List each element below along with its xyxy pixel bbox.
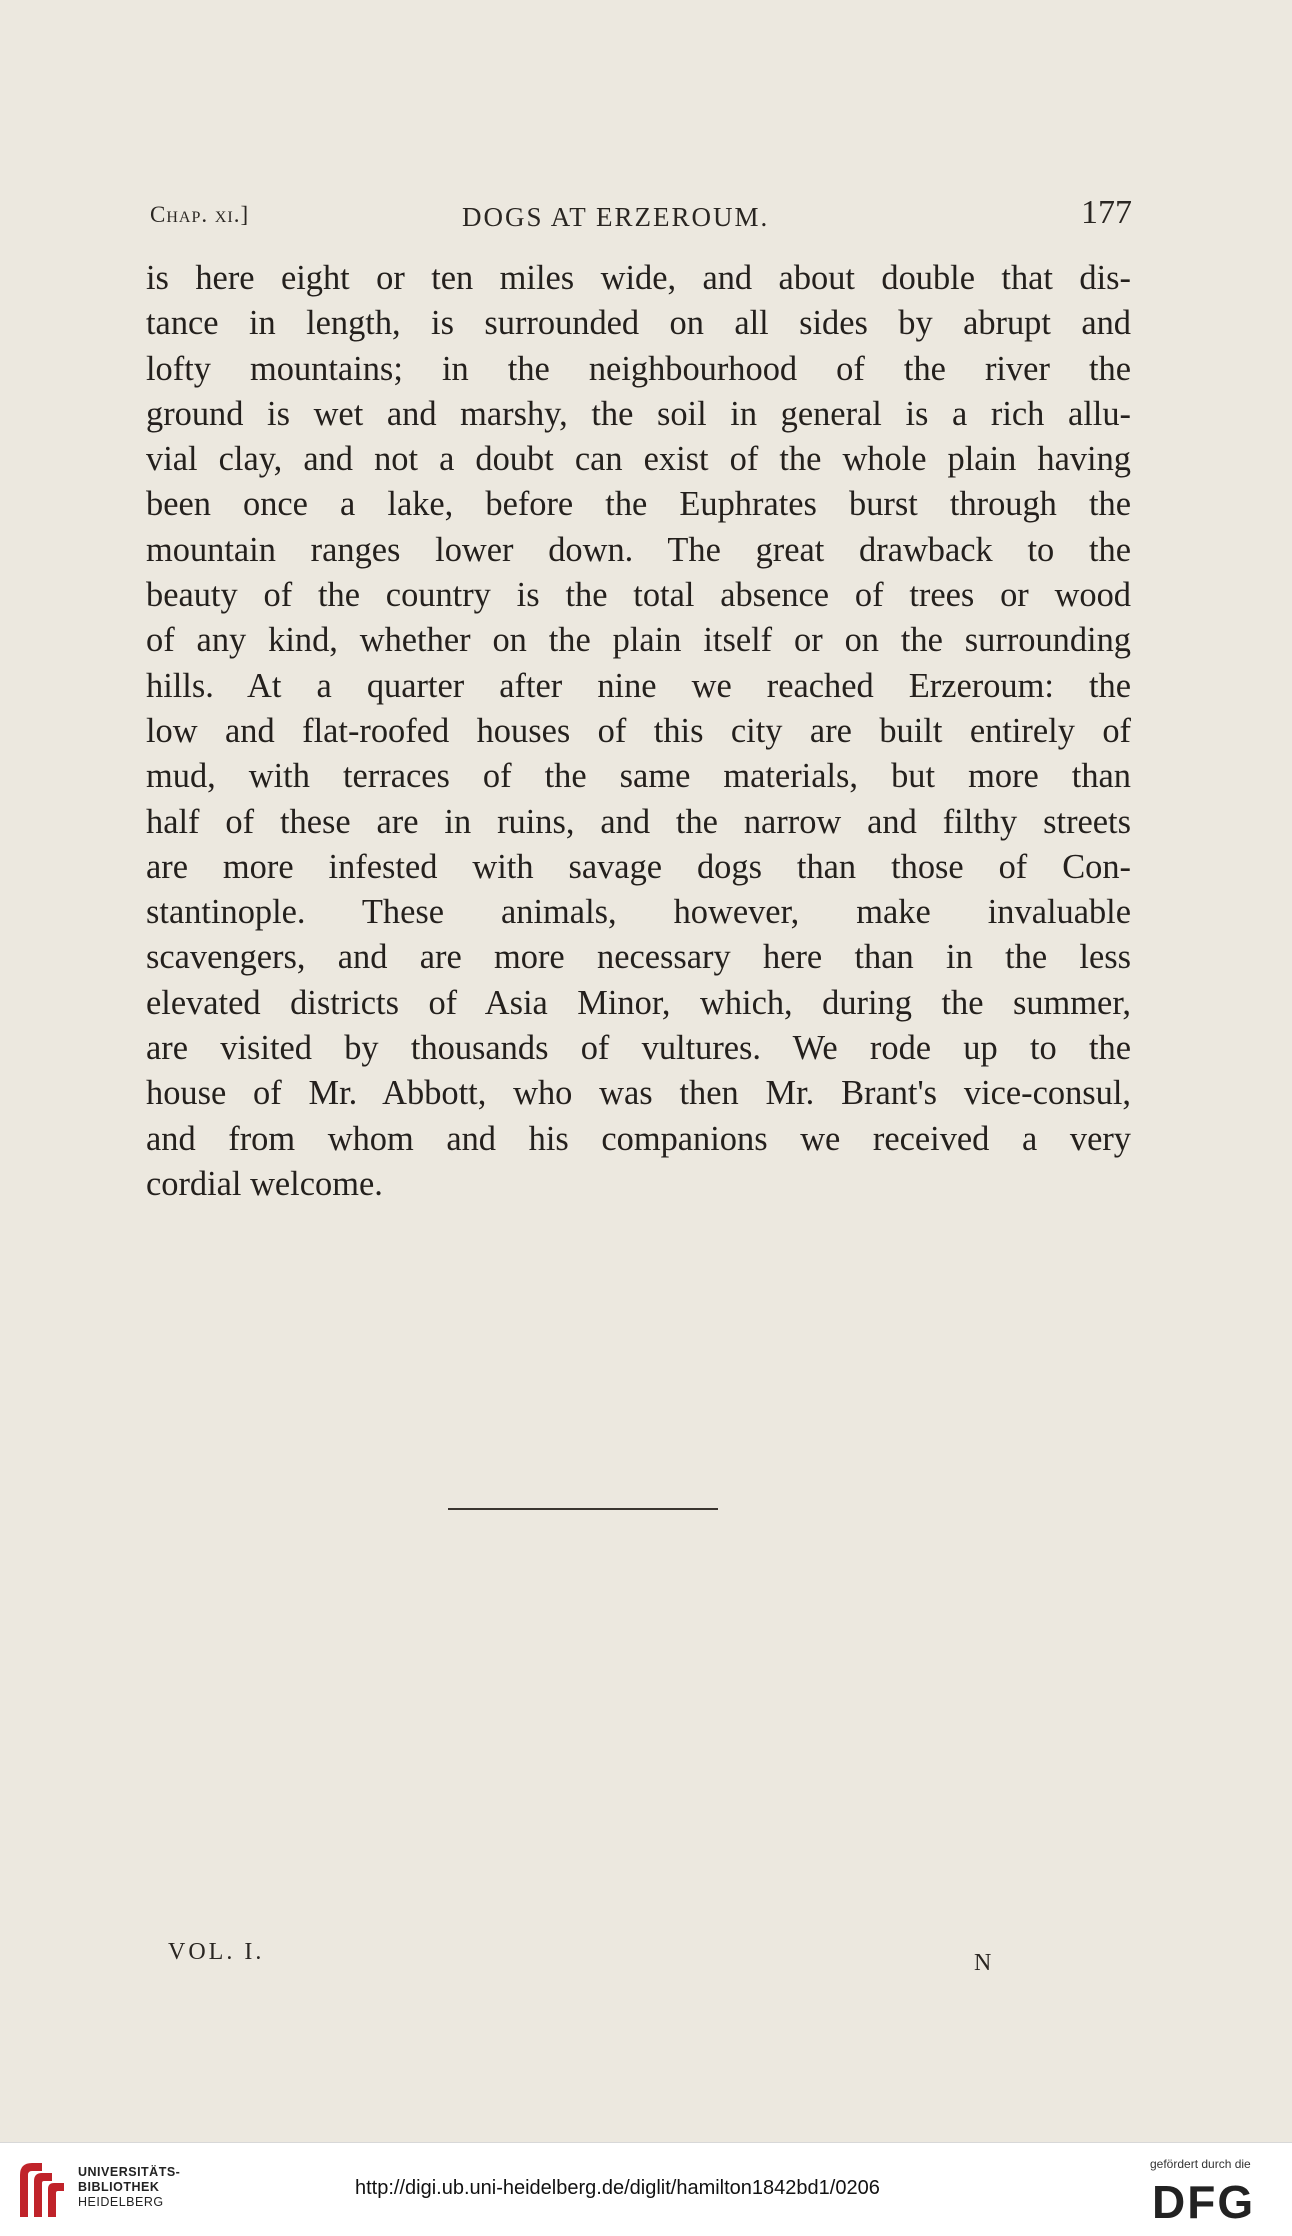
running-head <box>150 194 1132 240</box>
gathering-mark: N <box>974 1950 992 1976</box>
text-line: is here eight or ten miles wide, and about double that dis- <box>146 259 1131 297</box>
text-line: hills. At a quarter after nine we reached Erzeroum: the <box>146 666 1131 705</box>
text-line: and from whom and his companions we received a very <box>146 1119 1131 1158</box>
digitization-footer <box>0 2142 1292 2236</box>
permalink[interactable]: http://digi.ub.uni-heidelberg.de/diglit/hamilton1842bd1/0206 <box>355 2177 880 2199</box>
text-line: cordial welcome. <box>146 1164 383 1203</box>
text-line: are more infested with savage dogs than those of Con- <box>146 847 1131 886</box>
text-line: lofty mountains; in the neighbourhood of the river the <box>146 349 1131 388</box>
text-line: vial clay, and not a doubt can exist of the whole plain having <box>146 440 1131 479</box>
text-line: of any kind, whether on the plain itself or on the surrounding <box>146 621 1131 660</box>
text-line: tance in length, is surrounded on all sides by abrupt and <box>146 304 1131 343</box>
text-line: mountain ranges lower down. The great drawback to the <box>146 530 1131 569</box>
text-line: beauty of the country is the total absence of trees or wood <box>146 576 1131 615</box>
text-line: low and flat-roofed houses of this city are built entirely of <box>146 711 1131 750</box>
library-name-line: HEIDELBERG <box>78 2195 164 2209</box>
library-name-line: BIBLIOTHEK <box>78 2180 160 2194</box>
dfg-logo: DFG <box>1152 2176 1256 2228</box>
university-library-logo-icon <box>12 2157 74 2223</box>
library-name-line: UNIVERSITÄTS- <box>78 2165 181 2179</box>
section-divider <box>448 1508 718 1510</box>
page-heading: DOGS AT ERZEROUM. <box>462 202 770 232</box>
body-text <box>146 256 1131 1207</box>
text-line: half of these are in ruins, and the narrow and filthy streets <box>146 802 1131 841</box>
chapter-reference: Chap. xi.] <box>150 202 250 227</box>
text-line: ground is wet and marshy, the soil in general is a rich allu- <box>146 394 1131 433</box>
library-name <box>78 2165 180 2210</box>
funded-by-label: gefördert durch die <box>1150 2157 1251 2171</box>
page-number: 177 <box>1081 194 1132 231</box>
text-line: elevated districts of Asia Minor, which, during the summer, <box>146 983 1131 1022</box>
text-line: scavengers, and are more necessary here than in the less <box>146 938 1131 977</box>
text-line: house of Mr. Abbott, who was then Mr. Brant's vice-consul, <box>146 1074 1131 1113</box>
text-line: are visited by thousands of vultures. We rode up to the <box>146 1029 1131 1068</box>
text-line: mud, with terraces of the same materials, but more than <box>146 757 1131 796</box>
text-line: stantinople. These animals, however, make invaluable <box>146 893 1131 932</box>
volume-signature: VOL. I. <box>168 1939 265 1965</box>
text-line: been once a lake, before the Euphrates burst through the <box>146 485 1131 524</box>
